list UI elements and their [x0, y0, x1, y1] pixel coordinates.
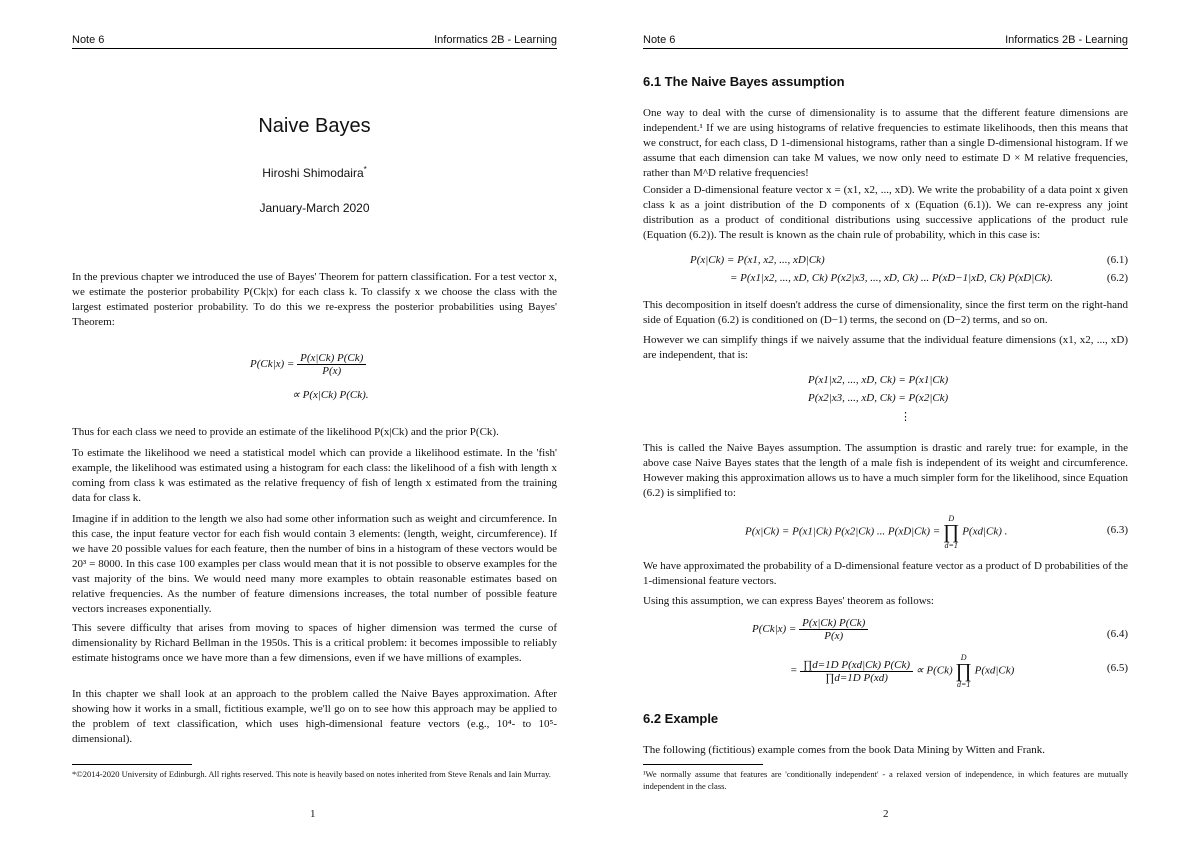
equation-6-5: = $\frac{\text{∏d=1D P(xd|Ck) P(Ck)}}{\text{∏d=1D P(xd)}}$ ∝ P(Ck) D ∏ d=1 P(xd|Ck)	[790, 653, 1015, 689]
paragraph-naive-bayes-definition: This is called the Naive Bayes assumption. The assumption is drastic and rarely true: for example, in the above case Naive Bayes states that the length of a male fish is independent of its weight and circumference. However making this approximation allows us to have a much simpler form for the likelihood, since Equation (6.2) is simplified to:	[643, 442, 1128, 499]
paragraph-chapter-overview: In this chapter we shall look at an approach to the problem called the Naive Bayes approximation. After showing how it works in a small, fictitious example, we'll go on to see how this approach may be applied to the problem of text classification, which uses high-dimensional feature vectors (e.g., 10⁴- to 10⁵-dimensional).	[72, 688, 557, 745]
footnote-conditional-independence: ¹We normally assume that features are 'conditionally independent' - a relaxed version of independence, in which features are mutually independent in the class.	[643, 769, 1128, 791]
paragraph-statistical-model: To estimate the likelihood we need a statistical model which can provide a likelihood estimate. In the 'fish' example, the likelihood was estimated using a histogram for each class: the likelihood of a fish with length x coming from class k was estimated as the relative frequency of fish of length x estimated from the training data for class k.	[72, 447, 557, 504]
equation-6-5-proportional: ∝ P(Ck)	[915, 664, 953, 677]
equation-6-4-number: (6.4)	[1106, 628, 1128, 640]
bayes-denominator: P(x)	[322, 365, 342, 377]
page-2	[600, 0, 1200, 849]
equation-6-4-denominator: P(x)	[824, 630, 844, 642]
bayes-numerator: P(x|Ck) P(Ck)	[297, 352, 366, 365]
footnote-rule	[643, 764, 763, 765]
paragraph-likelihood-prior: Thus for each class we need to provide an estimate of the likelihood P(x|Ck) and the prior P(Ck).	[72, 426, 499, 438]
paragraph-naive-assumption: However we can simplify things if we naively assume that the individual feature dimensions (x1, x2, ..., xD) are independent, that is:	[643, 334, 1128, 361]
paragraph-example-source: The following (fictitious) example comes from the book Data Mining by Witten and Frank.	[643, 744, 1045, 756]
bayes-equation	[250, 352, 366, 377]
paragraph-curse: This severe difficulty that arises from moving to spaces of higher dimension was termed the curse of dimensionality by Richard Bellman in the 1950s. This is a critical problem: it becomes impossible to reliably estimate histograms once we have more than a few dimensions, even if we have millions of examples.	[72, 622, 557, 664]
bayes-fraction	[297, 352, 366, 377]
header-right: Informatics 2B - Learning	[1005, 34, 1128, 46]
equation-6-5-tail: P(xd|Ck)	[974, 664, 1015, 677]
bayes-proportional: ∝ P(x|Ck) P(Ck).	[292, 389, 369, 401]
section-heading-example: 6.2 Example	[643, 711, 719, 726]
equation-6-4-lhs: P(Ck|x) =	[752, 623, 797, 636]
product-upper: D	[960, 653, 967, 662]
paragraph-feature-vector: Imagine if in addition to the length we also had some other information such as weight and circumference. In this case, the input feature vector for each fish would contain 3 elements: (length, weight, circumference). If we have 20 possible values for each feature, then the number of bins in a histogram of these vectors would be 20³ = 8000. In this case 100 examples per class would mean that it is not possible to observe examples for the vast majority of the bins. We would need many more examples to obtain reasonable estimates based on relative frequencies. As the number of feature dimensions increases, the total number of possible feature vectors increases exponentially.	[72, 513, 557, 615]
product-symbol: D ∏ d=1	[942, 514, 960, 550]
paragraph-approximation: We have approximated the probability of a D-dimensional feature vector as a product of D probabilities of the 1-dimensional feature vectors.	[643, 560, 1128, 587]
equation-6-1: P(x|Ck) = P(x1, x2, ..., xD|Ck)	[690, 254, 825, 266]
bayes-lhs: P(Ck|x) =	[250, 358, 295, 371]
equation-6-5-number: (6.5)	[1106, 662, 1128, 674]
header-left: Note 6	[643, 34, 676, 46]
paper-title: Naive Bayes	[258, 115, 371, 137]
paragraph-chain-rule: Consider a D-dimensional feature vector x = (x1, x2, ..., xD). We write the probability of a data point x given class k as a joint distribution of the D components of x (Equation (6.1)). We can re-express any joint distribution as a product of conditional distributions using successive applications of the product rule (Equation (6.2)). The result is known as the chain rule of probability, which in this case is:	[643, 184, 1128, 241]
equation-6-3-number: (6.3)	[1106, 524, 1128, 536]
section-heading-naive-bayes-assumption: 6.1 The Naive Bayes assumption	[643, 74, 845, 89]
header-left: Note 6	[72, 34, 105, 46]
paragraph-decomposition: This decomposition in itself doesn't address the curse of dimensionality, since the first term on the right-hand side of Equation (6.2) is conditioned on (D−1) terms, the second on (D−2) terms, and so on.	[643, 299, 1128, 326]
equation-6-3-lhs: P(x|Ck) = P(x1|Ck) P(x2|Ck) ... P(xD|Ck) =	[745, 525, 941, 538]
header-right: Informatics 2B - Learning	[434, 34, 557, 46]
intro-paragraph: In the previous chapter we introduced the use of Bayes' Theorem for pattern classification. For a test vector x, we estimate the posterior probability P(Ck|x) for each class k. To classify x we choose the class with the largest estimated posterior probability. To do this we re-express the posterior probabilities using Bayes' Theorem:	[72, 271, 557, 328]
equation-6-2: = P(x1|x2, ..., xD, Ck) P(x2|x3, ..., xD, Ck) ... P(xD−1|xD, Ck) P(xD|Ck).	[730, 272, 1053, 284]
paragraph-independence: One way to deal with the curse of dimensionality is to assume that the different feature dimensions are independent.¹ If we are using histograms of relative frequencies to estimate likelihoods, then this means that we construct, for each class, D 1-dimensional histograms, rather than a single D-dimensional histogram. If we assume that each dimension can take M values, we now only need to estimate D × M relative frequencies, rather than M^D relative frequencies!	[643, 107, 1128, 179]
author-name: Hiroshi Shimodaira	[262, 166, 364, 180]
equation-6-5-numerator: ∏d=1D P(xd|Ck) P(Ck)	[800, 659, 913, 672]
product-symbol: D ∏ d=1	[955, 653, 972, 689]
equation-6-1-number: (6.1)	[1106, 254, 1128, 266]
equation-6-4-numerator: P(x|Ck) P(Ck)	[799, 617, 868, 630]
footnote-copyright: *©2014-2020 University of Edinburgh. All rights reserved. This note is heavily based on notes inherited from Steve Renals and Iain Murray.	[72, 769, 551, 779]
page-number: 1	[310, 808, 316, 820]
header-rule	[643, 48, 1128, 49]
equation-6-4-fraction	[799, 617, 868, 642]
page-number: 2	[883, 808, 889, 820]
author-footnote-mark: *	[363, 165, 367, 174]
equation-6-4	[752, 617, 868, 642]
date: January-March 2020	[259, 201, 370, 215]
author	[72, 165, 557, 180]
independence-ellipsis: ⋮	[900, 411, 911, 423]
independence-equation-2: P(x2|x3, ..., xD, Ck) = P(x2|Ck)	[808, 392, 949, 404]
header-rule	[72, 48, 557, 49]
equation-6-5-denominator: ∏d=1D P(xd)	[825, 671, 888, 684]
equation-6-3-rhs: P(xd|Ck) .	[962, 525, 1008, 538]
footnote-rule	[72, 764, 192, 765]
product-lower: d=1	[956, 680, 971, 689]
equation-6-2-number: (6.2)	[1106, 272, 1128, 284]
product-lower: d=1	[944, 541, 958, 550]
paragraph-bayes-theorem: Using this assumption, we can express Bayes' theorem as follows:	[643, 595, 934, 607]
product-upper: D	[948, 514, 955, 523]
equation-6-3	[745, 514, 1007, 550]
equation-6-5-fraction	[800, 659, 913, 684]
independence-equation-1: P(x1|x2, ..., xD, Ck) = P(x1|Ck)	[808, 374, 949, 386]
